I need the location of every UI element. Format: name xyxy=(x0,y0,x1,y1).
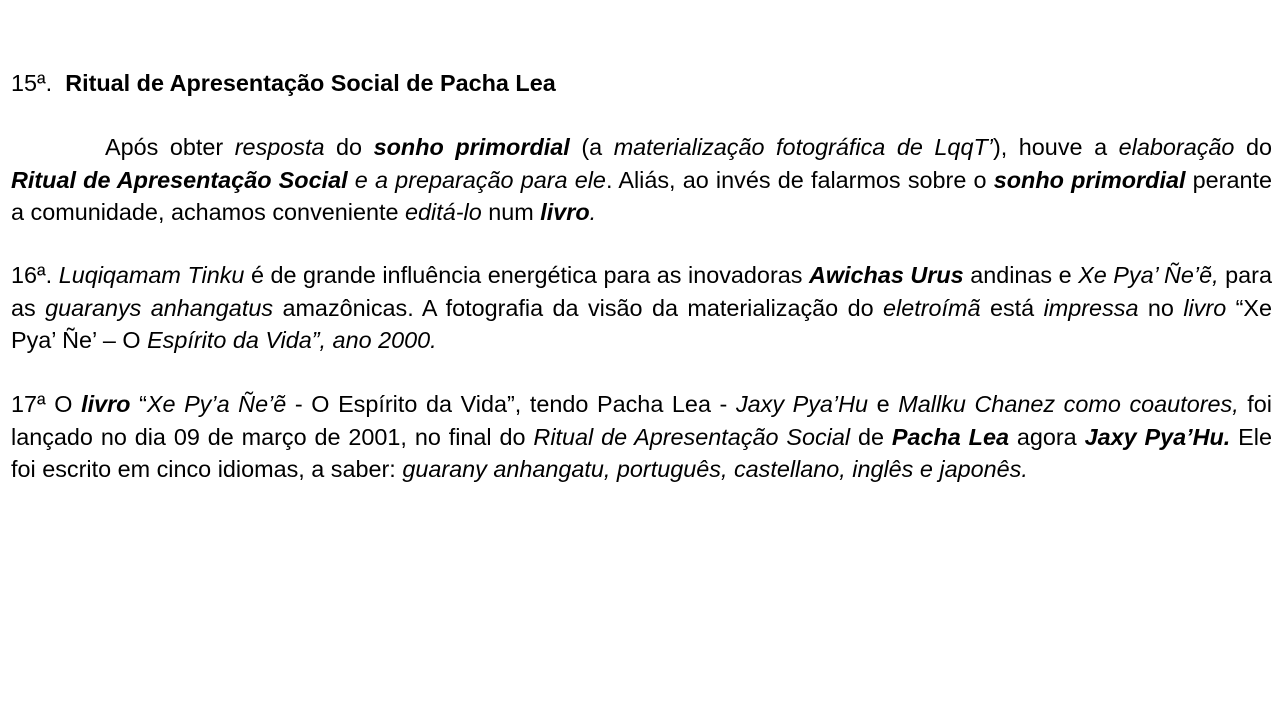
italic-span: resposta xyxy=(234,134,325,160)
text-span: - O Espírito da Vida”, tendo Pacha Lea - xyxy=(286,391,736,417)
bold-italic-span: livro xyxy=(540,199,590,225)
text-span: num xyxy=(481,199,541,225)
text-span: Após obter xyxy=(105,134,235,160)
bold-italic-span: livro xyxy=(81,391,131,417)
bold-italic-span: Jaxy Pya’Hu. xyxy=(1084,423,1231,450)
text-span: andinas e xyxy=(963,262,1079,288)
italic-span: Espírito da Vida”, ano 2000. xyxy=(147,327,437,353)
italic-span: Ritual de Apresentação Social xyxy=(533,423,851,450)
paragraph-16 xyxy=(11,259,1272,357)
text-span: perante a comunidade, achamos conveniente xyxy=(11,166,1272,225)
heading-number: 15ª. xyxy=(11,70,53,96)
bold-italic-span: sonho primordial xyxy=(373,134,570,160)
text-span: no xyxy=(1138,294,1184,321)
text-span: do xyxy=(324,134,374,160)
text-span: Ele foi escrito em cinco idiomas, a saber: xyxy=(11,423,1272,482)
text-span: . Aliás, ao invés de falarmos sobre o xyxy=(605,166,994,193)
italic-span: Xe Pya’ Ñe’ẽ, xyxy=(1078,262,1219,288)
text-span: 17ª O xyxy=(11,391,82,417)
bold-italic-span: Awichas Urus xyxy=(808,262,964,288)
paragraph-15 xyxy=(11,131,1272,229)
italic-span: Xe Py’a Ñe’ẽ xyxy=(146,391,287,417)
text-span: para as xyxy=(11,262,1272,321)
italic-span: e a preparação para ele xyxy=(347,166,606,193)
text-span: está xyxy=(980,294,1044,321)
italic-span: impressa xyxy=(1043,294,1139,321)
italic-span: guaranys anhangatus xyxy=(45,294,274,321)
bold-italic-span: sonho primordial xyxy=(993,166,1186,193)
text-span: “ xyxy=(130,391,147,417)
text-span: agora xyxy=(1008,423,1085,450)
paragraph-17 xyxy=(11,388,1272,486)
italic-span: elaboração xyxy=(1118,134,1235,160)
italic-span: . xyxy=(589,199,597,225)
text-span: é de grande influência energética para as inovadoras xyxy=(244,262,809,288)
italic-span: Jaxy Pya’Hu xyxy=(735,391,869,417)
text-span: 16ª. xyxy=(11,262,59,288)
bold-italic-span: Pacha Lea xyxy=(891,423,1009,450)
italic-span: livro xyxy=(1183,294,1227,321)
italic-span: guarany anhangatu, português, castellano, inglês e japonês. xyxy=(402,456,1028,482)
heading-title: Ritual de Apresentação Social de Pacha Lea xyxy=(65,70,556,96)
italic-span: Luqiqamam Tinku xyxy=(58,262,245,288)
italic-span: materialização fotográfica de LqqT’ xyxy=(613,134,993,160)
italic-span: Mallku Chanez como coautores, xyxy=(898,391,1239,417)
italic-span: eletroímã xyxy=(883,294,981,321)
text-span: ), houve a xyxy=(992,134,1119,160)
text-span: e xyxy=(868,391,899,417)
text-span: amazônicas. A fotografia da visão da materialização do xyxy=(273,294,884,321)
slide xyxy=(11,0,1272,720)
text-span: de xyxy=(850,423,892,450)
bold-italic-span: Ritual de Apresentação Social xyxy=(11,166,348,193)
italic-span: editá-lo xyxy=(405,199,482,225)
section-heading xyxy=(11,67,1272,100)
text-span: (a xyxy=(569,134,614,160)
text-span: do xyxy=(1234,134,1273,160)
text-span: “Xe Pya’ Ñe’ – O xyxy=(11,294,1273,353)
text-span: foi lançado no dia 09 de março de 2001, no final do xyxy=(11,391,1273,450)
